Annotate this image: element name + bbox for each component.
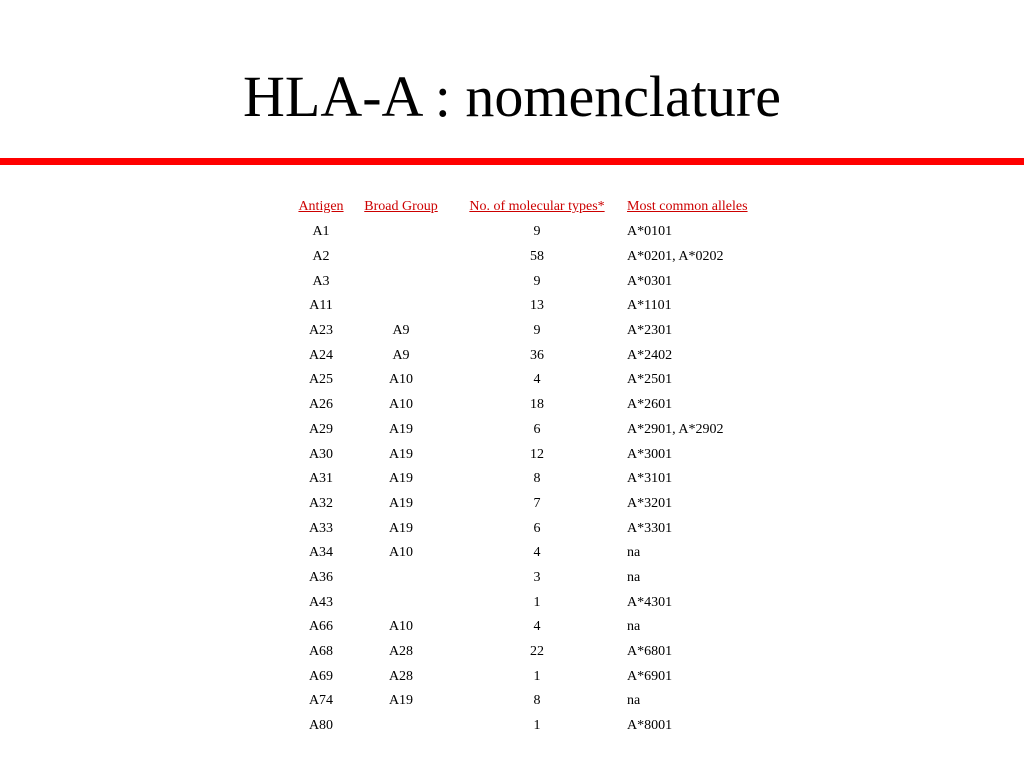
antigen-cell: A24 (308, 347, 334, 363)
table-row (291, 640, 779, 665)
alleles-cell: A*6901 (627, 668, 673, 684)
antigen-cell: A34 (308, 545, 334, 561)
table-row (291, 664, 779, 689)
antigen-cell: A2 (312, 249, 330, 265)
table-row (291, 294, 779, 319)
table-row (291, 714, 779, 739)
molecular-types-cell: 8 (533, 471, 541, 487)
broad-group-cell: A19 (388, 421, 414, 437)
broad-group-cell: A9 (392, 323, 410, 339)
alleles-cell: A*2601 (627, 397, 673, 413)
alleles-cell: na (627, 545, 641, 561)
molecular-types-cell: 22 (530, 644, 544, 660)
table-row (291, 269, 779, 294)
alleles-cell: A*2501 (627, 372, 673, 388)
broad-group-cell: A19 (388, 693, 414, 709)
molecular-types-cell: 1 (533, 594, 541, 610)
alleles-cell: A*6801 (627, 644, 673, 660)
table-body (291, 220, 779, 738)
broad-group-cell (353, 590, 449, 615)
slide-title: HLA-A : nomenclature (243, 64, 781, 129)
header-common-alleles[interactable]: Most common alleles (627, 199, 748, 214)
table-row (291, 343, 779, 368)
antigen-cell: A33 (308, 520, 334, 536)
title-divider (0, 158, 1024, 165)
molecular-types-cell: 9 (533, 224, 541, 240)
molecular-types-cell: 12 (530, 446, 544, 462)
table-header-row (291, 194, 779, 220)
antigen-cell: A11 (309, 298, 333, 314)
antigen-cell: A36 (308, 569, 334, 585)
alleles-cell: A*0101 (627, 224, 673, 240)
molecular-types-cell: 13 (530, 298, 544, 314)
alleles-cell: A*8001 (627, 718, 673, 734)
table-row (291, 368, 779, 393)
broad-group-cell: A28 (388, 644, 414, 660)
alleles-cell: A*3001 (627, 446, 673, 462)
broad-group-cell: A10 (388, 397, 414, 413)
table-row (291, 245, 779, 270)
broad-group-cell (353, 566, 449, 591)
molecular-types-cell: 9 (533, 323, 541, 339)
antigen-cell: A3 (312, 273, 330, 289)
molecular-types-cell: 9 (533, 273, 541, 289)
antigen-cell: A69 (308, 668, 334, 684)
antigen-cell: A1 (312, 224, 330, 240)
alleles-cell: na (627, 619, 641, 635)
broad-group-cell: A28 (388, 668, 414, 684)
antigen-cell: A43 (308, 594, 334, 610)
table-row (291, 615, 779, 640)
broad-group-cell: A19 (388, 520, 414, 536)
antigen-cell: A68 (308, 644, 334, 660)
antigen-cell: A74 (308, 693, 334, 709)
alleles-cell: na (627, 693, 641, 709)
hla-nomenclature-table (289, 194, 781, 738)
molecular-types-cell: 4 (533, 372, 541, 388)
antigen-cell: A66 (308, 619, 334, 635)
antigen-cell: A29 (308, 421, 334, 437)
alleles-cell: A*1101 (627, 298, 672, 314)
molecular-types-cell: 1 (533, 718, 541, 734)
header-antigen[interactable]: Antigen (298, 199, 344, 214)
header-molecular-types[interactable]: No. of molecular types* (469, 199, 605, 214)
molecular-types-cell: 4 (533, 545, 541, 561)
broad-group-cell: A19 (388, 446, 414, 462)
antigen-cell: A80 (308, 718, 334, 734)
alleles-cell: A*0301 (627, 273, 673, 289)
broad-group-cell: A9 (392, 347, 410, 363)
alleles-cell: A*3101 (627, 471, 673, 487)
table-row (291, 319, 779, 344)
alleles-cell: A*2901, A*2902 (627, 421, 724, 437)
broad-group-cell: A10 (388, 545, 414, 561)
alleles-cell: A*3301 (627, 520, 673, 536)
alleles-cell: na (627, 569, 641, 585)
molecular-types-cell: 7 (533, 495, 541, 511)
table-row (291, 418, 779, 443)
molecular-types-cell: 6 (533, 520, 541, 536)
broad-group-cell (353, 294, 449, 319)
table-row (291, 467, 779, 492)
molecular-types-cell: 6 (533, 421, 541, 437)
broad-group-cell: A10 (388, 372, 414, 388)
table-row (291, 220, 779, 245)
alleles-cell: A*0201, A*0202 (627, 249, 724, 265)
broad-group-cell (353, 269, 449, 294)
antigen-cell: A25 (308, 372, 334, 388)
molecular-types-cell: 8 (533, 693, 541, 709)
antigen-cell: A23 (308, 323, 334, 339)
broad-group-cell (353, 220, 449, 245)
table-row (291, 516, 779, 541)
table-row (291, 689, 779, 714)
molecular-types-cell: 58 (530, 249, 544, 265)
antigen-cell: A31 (308, 471, 334, 487)
alleles-cell: A*2301 (627, 323, 673, 339)
alleles-cell: A*2402 (627, 347, 673, 363)
broad-group-cell (353, 245, 449, 270)
broad-group-cell: A19 (388, 495, 414, 511)
table-row (291, 442, 779, 467)
molecular-types-cell: 18 (530, 397, 544, 413)
header-broad-group[interactable]: Broad Group (364, 199, 438, 214)
antigen-cell: A32 (308, 495, 334, 511)
molecular-types-cell: 4 (533, 619, 541, 635)
broad-group-cell (353, 714, 449, 739)
alleles-cell: A*3201 (627, 495, 673, 511)
table-row (291, 590, 779, 615)
broad-group-cell: A19 (388, 471, 414, 487)
table-row (291, 566, 779, 591)
broad-group-cell: A10 (388, 619, 414, 635)
molecular-types-cell: 1 (533, 668, 541, 684)
molecular-types-cell: 3 (533, 569, 541, 585)
table-row (291, 541, 779, 566)
table-row (291, 393, 779, 418)
alleles-cell: A*4301 (627, 594, 673, 610)
molecular-types-cell: 36 (530, 347, 544, 363)
antigen-cell: A30 (308, 446, 334, 462)
table-row (291, 492, 779, 517)
antigen-cell: A26 (308, 397, 334, 413)
